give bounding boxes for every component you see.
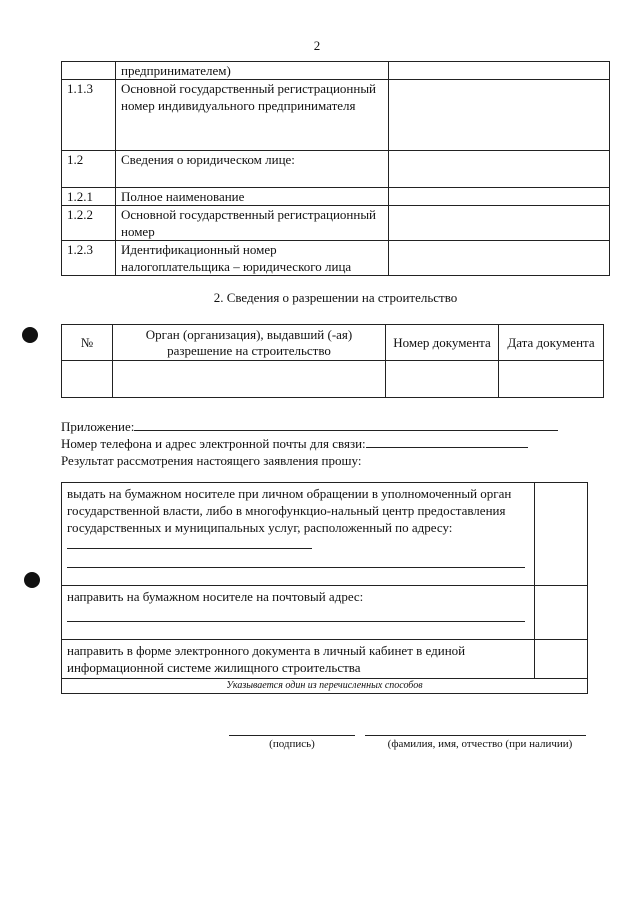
cell-number[interactable] [62, 361, 113, 398]
header-number: № [62, 325, 113, 361]
result-label: Результат рассмотрения настоящего заявления прошу: [61, 453, 362, 468]
header-doc-number: Номер документа [386, 325, 499, 361]
row-number [62, 62, 116, 80]
option-1-text: выдать на бумажном носителе при личном обращении в уполномоченный орган государственной власти, либо в многофункцио-нальный центр предоставления государственных и муниципальных услуг, расположенный по адресу: [67, 486, 512, 535]
option-row [62, 586, 588, 640]
table-header-row [62, 325, 604, 361]
option-row [62, 640, 588, 679]
option-2-address-line[interactable] [67, 607, 525, 622]
row-label: Полное наименование [116, 188, 389, 206]
cell-organ[interactable] [113, 361, 386, 398]
contact-line [61, 435, 528, 452]
row-number: 1.2.1 [62, 188, 116, 206]
contact-label: Номер телефона и адрес электронной почты для связи: [61, 436, 366, 451]
contact-input[interactable] [366, 435, 528, 448]
row-value-cell[interactable] [389, 80, 610, 151]
option-row [62, 483, 588, 586]
table-row [62, 80, 610, 151]
table-row [62, 62, 610, 80]
option-2-text: направить на бумажном носителе на почтовый адрес: [67, 589, 364, 604]
option-1-address-input[interactable] [67, 536, 312, 549]
signature-line[interactable] [229, 735, 355, 736]
row-label: Сведения о юридическом лице: [116, 151, 389, 188]
row-number: 1.1.3 [62, 80, 116, 151]
cell-doc-date[interactable] [499, 361, 604, 398]
table-row [62, 241, 610, 276]
header-doc-date: Дата документа [499, 325, 604, 361]
full-name-line[interactable] [365, 735, 586, 736]
row-value-cell[interactable] [389, 241, 610, 276]
table-row [62, 206, 610, 241]
row-number: 1.2.2 [62, 206, 116, 241]
option-2-cell [62, 586, 535, 640]
applicant-info-table [61, 61, 610, 276]
table-row [62, 361, 604, 398]
option-2-checkbox[interactable] [535, 586, 588, 640]
page-number: 2 [313, 38, 321, 53]
row-label: Идентификационный номер налогоплательщика – юридического лица [116, 241, 389, 276]
hole-punch-mark [24, 572, 40, 588]
row-value-cell[interactable] [389, 206, 610, 241]
table-row [62, 188, 610, 206]
attachment-label: Приложение: [61, 419, 135, 434]
delivery-options-table [61, 482, 588, 694]
option-3-text: направить в форме электронного документа в личный кабинет в единой информационной системе жилищного строительства [62, 640, 535, 679]
permit-table [61, 324, 604, 398]
row-label: Основной государственный регистрационный номер индивидуального предпринимателя [116, 80, 389, 151]
row-number: 1.2.3 [62, 241, 116, 276]
option-1-address-line[interactable] [67, 553, 525, 568]
attachment-input[interactable] [134, 418, 558, 431]
full-name-caption: (фамилия, имя, отчество (при наличии) [387, 738, 573, 750]
cell-doc-number[interactable] [386, 361, 499, 398]
section-2-title: 2. Сведения о разрешении на строительство [213, 290, 458, 305]
row-value-cell[interactable] [389, 151, 610, 188]
attachment-line [61, 418, 558, 435]
row-label: Основной государственный регистрационный номер [116, 206, 389, 241]
row-value-cell[interactable] [389, 62, 610, 80]
table-row [62, 151, 610, 188]
row-label: предпринимателем) [116, 62, 389, 80]
row-value-cell[interactable] [389, 188, 610, 206]
result-line [61, 452, 361, 469]
option-3-checkbox[interactable] [535, 640, 588, 679]
signature-caption: (подпись) [269, 738, 315, 750]
header-organ: Орган (организация), выдавший (-ая) разрешение на строительство [113, 325, 386, 361]
options-note: Указывается один из перечисленных способов [62, 679, 588, 694]
hole-punch-mark [22, 327, 38, 343]
option-1-cell [62, 483, 535, 586]
note-row [62, 679, 588, 694]
row-number: 1.2 [62, 151, 116, 188]
option-1-checkbox[interactable] [535, 483, 588, 586]
